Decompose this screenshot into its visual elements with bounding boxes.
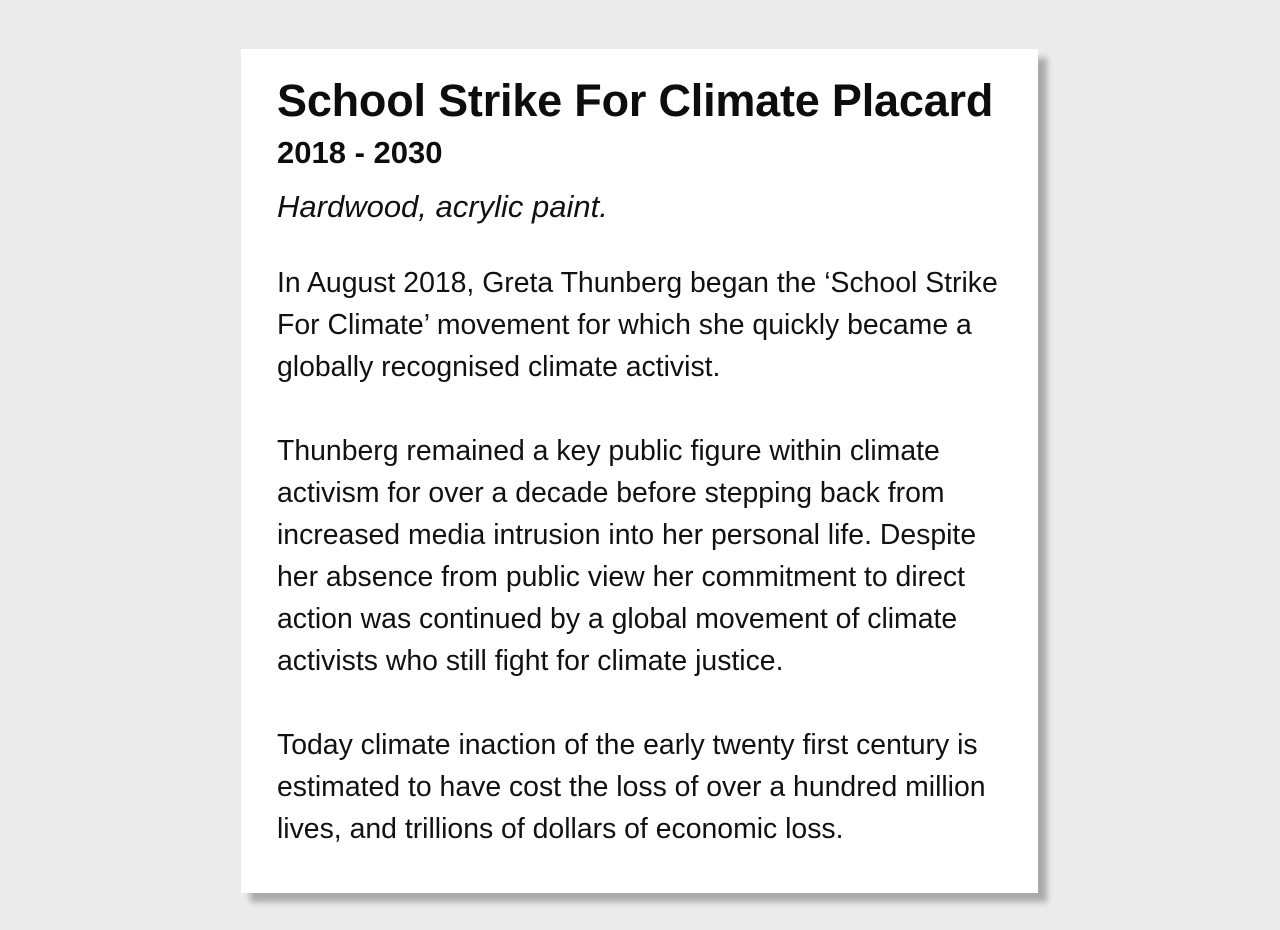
label-paragraph-1: In August 2018, Greta Thunberg began the ‘School Strike For Climate’ movement for which she quickly became a globally recognised climate activist. (277, 267, 998, 383)
label-dates: 2018 - 2030 (277, 135, 443, 170)
label-paragraph-2: Thunberg remained a key public figure within climate activism for over a decade before stepping back from increased media intrusion into her personal life. Despite her absence from public view her commitment to direct action was continued by a global movement of climate activists who still fight for climate justice. (277, 435, 977, 677)
label-medium: Hardwood, acrylic paint. (277, 189, 608, 224)
museum-label-card (241, 49, 1038, 893)
label-paragraph-3: Today climate inaction of the early twenty first century is estimated to have cost the loss of over a hundred million lives, and trillions of dollars of economic loss. (277, 729, 986, 845)
label-title: School Strike For Climate Placard (277, 75, 994, 126)
